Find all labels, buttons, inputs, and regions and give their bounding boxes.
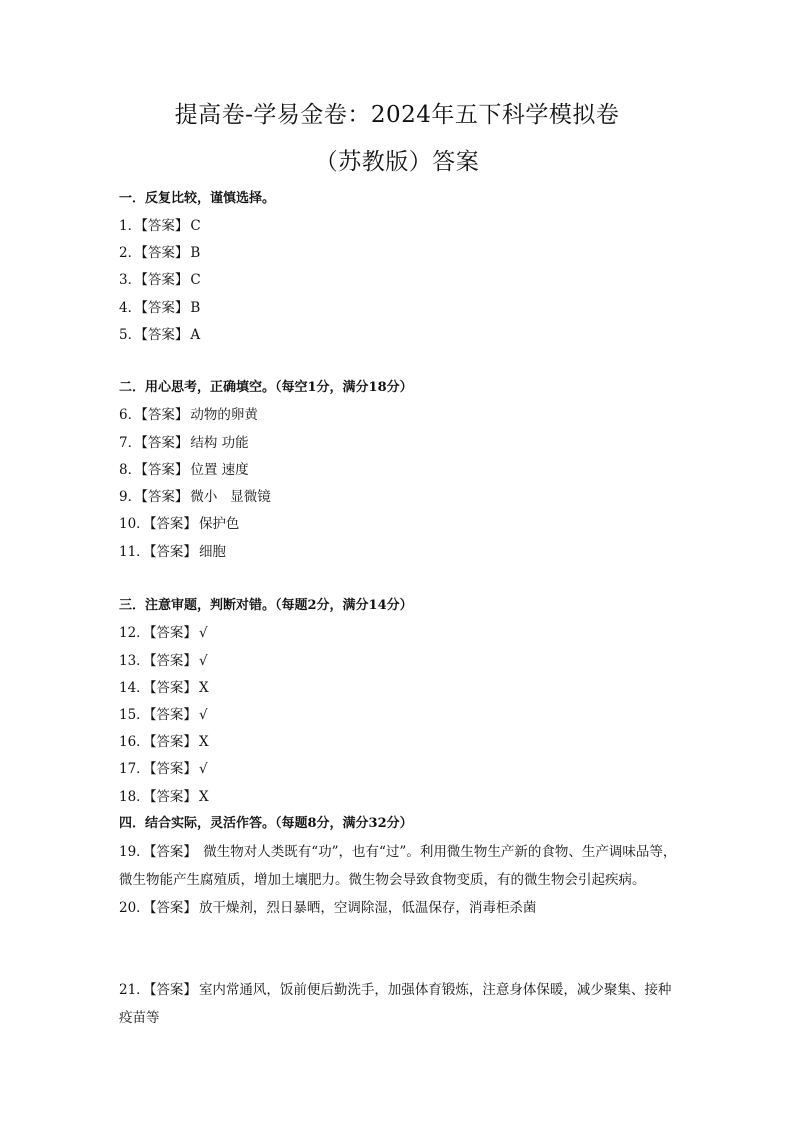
question-number: 15． xyxy=(119,707,150,723)
question-number: 8． xyxy=(119,462,142,478)
answer-label: 【答案】 xyxy=(149,544,197,560)
document-subtitle: （苏教版）答案 xyxy=(314,149,480,175)
answer-line xyxy=(119,679,209,697)
answer-label: 【答案】 xyxy=(141,327,189,343)
question-number: 21． xyxy=(119,982,150,998)
answer-line xyxy=(119,624,208,642)
answer-line xyxy=(119,434,249,452)
answer-label: 【答案】 xyxy=(141,272,189,288)
answer-line xyxy=(119,760,208,778)
section-heading-choice: 一．反复比较，谨慎选择。 xyxy=(119,191,276,206)
answer-line xyxy=(119,515,239,533)
question-number: 12． xyxy=(119,625,150,641)
answer-label: 【答案】 xyxy=(149,734,197,750)
answer-label: 【答案】 xyxy=(149,625,197,641)
question-number: 18． xyxy=(119,789,150,805)
answer-line xyxy=(119,299,200,317)
answer-text: 细胞 xyxy=(198,544,226,560)
answer-label: 【答案】 xyxy=(149,789,197,805)
question-number: 7． xyxy=(119,435,142,451)
question-number: 13． xyxy=(119,653,150,669)
answer-line xyxy=(119,788,209,806)
question-number: 4． xyxy=(119,300,142,316)
answer-label: 【答案】 xyxy=(141,489,189,505)
answer-line xyxy=(119,217,201,235)
answer-label: 【答案】 xyxy=(141,218,189,234)
question-number: 6． xyxy=(119,407,142,423)
question-number: 9． xyxy=(119,489,142,505)
answer-line xyxy=(119,899,536,917)
answer-line xyxy=(119,244,200,262)
answer-text: X xyxy=(198,734,209,750)
answer-line xyxy=(119,461,249,479)
answer-text: 结构 功能 xyxy=(190,435,249,451)
answer-label: 【答案】 xyxy=(149,844,197,860)
answer-text: X xyxy=(198,789,209,805)
answer-line xyxy=(119,706,208,724)
answer-text: 微小 显微镜 xyxy=(190,489,271,505)
answer-label: 【答案】 xyxy=(149,707,197,723)
question-number: 19． xyxy=(119,844,150,860)
answer-text: √ xyxy=(198,653,208,669)
answer-label: 【答案】 xyxy=(149,680,197,696)
answer-label: 【答案】 xyxy=(141,300,189,316)
question-number: 17． xyxy=(119,761,150,777)
answer-label: 【答案】 xyxy=(141,245,189,261)
question-number: 16． xyxy=(119,734,150,750)
section-heading-judge: 三．注意审题，判断对错。（每题2分，满分14分） xyxy=(119,598,413,613)
answer-line xyxy=(119,406,258,424)
answer-text: √ xyxy=(198,707,208,723)
answer-line xyxy=(119,543,226,561)
answer-label: 【答案】 xyxy=(141,407,189,423)
answer-label: 【答案】 xyxy=(149,653,197,669)
section-heading-fill: 二．用心思考，正确填空。（每空1分，满分18分） xyxy=(119,380,413,395)
answer-text: √ xyxy=(198,625,208,641)
answer-paragraph xyxy=(119,976,679,1032)
answer-text: B xyxy=(190,300,201,316)
answer-text: B xyxy=(190,245,201,261)
answer-label: 【答案】 xyxy=(149,982,197,998)
answer-text: C xyxy=(190,272,201,288)
document-title: 提高卷-学易金卷：2024年五下科学模拟卷 xyxy=(174,102,620,128)
answer-line xyxy=(119,733,209,751)
question-number: 5． xyxy=(119,327,142,343)
answer-label: 【答案】 xyxy=(149,761,197,777)
question-number: 14． xyxy=(119,680,150,696)
answer-text: 室内常通风，饭前便后勤洗手，加强体育锻炼，注意身体保暖，减少聚集、接种疫苗等 xyxy=(119,982,672,1026)
question-number: 10． xyxy=(119,516,150,532)
answer-text: C xyxy=(190,218,201,234)
answer-text: √ xyxy=(198,761,208,777)
answer-line xyxy=(119,271,201,289)
answer-text: 放干燥剂，烈日暴晒，空调除湿，低温保存，消毒柜杀菌 xyxy=(198,900,537,916)
answer-label: 【答案】 xyxy=(149,516,197,532)
answer-text: X xyxy=(198,680,209,696)
question-number: 3． xyxy=(119,272,142,288)
question-number: 20． xyxy=(119,900,150,916)
question-number: 11． xyxy=(119,544,150,560)
section-heading-practice: 四．结合实际，灵活作答。（每题8分，满分32分） xyxy=(119,816,413,831)
answer-text: 位置 速度 xyxy=(190,462,249,478)
answer-text: 微生物对人类既有“功”，也有“过”。利用微生物生产新的食物、生产调味品等，微生物能产生腐殖质，增加土壤肥力。微生物会导致食物变质，有的微生物会引起疾病。 xyxy=(119,844,677,888)
answer-line xyxy=(119,488,271,506)
answer-text: 动物的卵黄 xyxy=(190,407,258,423)
answer-text: A xyxy=(190,327,201,343)
answer-line xyxy=(119,326,200,344)
answer-label: 【答案】 xyxy=(149,900,197,916)
question-number: 1． xyxy=(119,218,142,234)
answer-line xyxy=(119,652,208,670)
answer-label: 【答案】 xyxy=(141,435,189,451)
answer-text: 保护色 xyxy=(198,516,240,532)
answer-paragraph xyxy=(119,838,679,894)
answer-label: 【答案】 xyxy=(141,462,189,478)
question-number: 2． xyxy=(119,245,142,261)
